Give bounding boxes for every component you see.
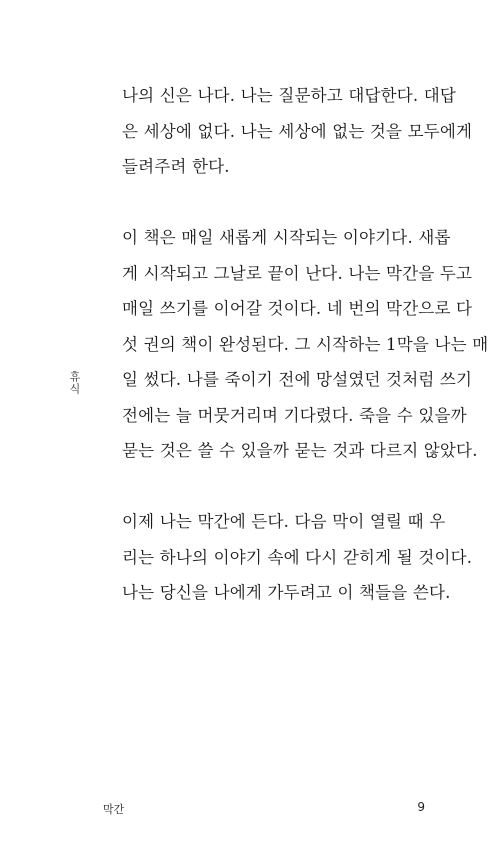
text-line: 매일 쓰기를 이어갈 것이다. 네 번의 막간으로 다 <box>122 299 473 318</box>
text-line: 들려주려 한다. <box>122 157 230 176</box>
text-line: 나의 신은 나다. 나는 질문하고 대답한다. 대답 <box>122 86 457 105</box>
body-text <box>103 78 489 646</box>
paragraph-1 <box>103 78 473 185</box>
text-line: 게 시작되고 그날로 끝이 난다. 나는 막간을 두고 <box>122 263 473 283</box>
side-mark: 휴식 <box>68 371 81 395</box>
running-footer-title: 막간 <box>103 803 125 816</box>
paragraph-3 <box>103 504 473 611</box>
text-line: 일 썼다. 나를 죽이기 전에 망설였던 것처럼 쓰기 <box>122 370 473 389</box>
text-line: 나는 당신을 나에게 가두려고 이 책들을 쓴다. <box>122 583 451 602</box>
page-number: 9 <box>417 800 425 814</box>
text-line: 묻는 것은 쓸 수 있을까 묻는 것과 다르지 않았다. <box>122 441 478 460</box>
text-line: 이 책은 매일 새롭게 시작되는 이야기다. 새롭 <box>122 228 451 247</box>
paragraph-2 <box>103 220 489 469</box>
text-line: 전에는 늘 머뭇거리며 기다렸다. 죽을 수 있을까 <box>122 405 467 425</box>
text-line: 리는 하나의 이야기 속에 다시 갇히게 될 것이다. <box>122 547 473 567</box>
text-line: 은 세상에 없다. 나는 세상에 없는 것을 모두에게 <box>122 121 473 141</box>
text-line: 섯 권의 책이 완성된다. 그 시작하는 1막을 나는 매 <box>122 334 489 354</box>
text-line: 이제 나는 막간에 든다. 다음 막이 열릴 때 우 <box>122 512 446 531</box>
